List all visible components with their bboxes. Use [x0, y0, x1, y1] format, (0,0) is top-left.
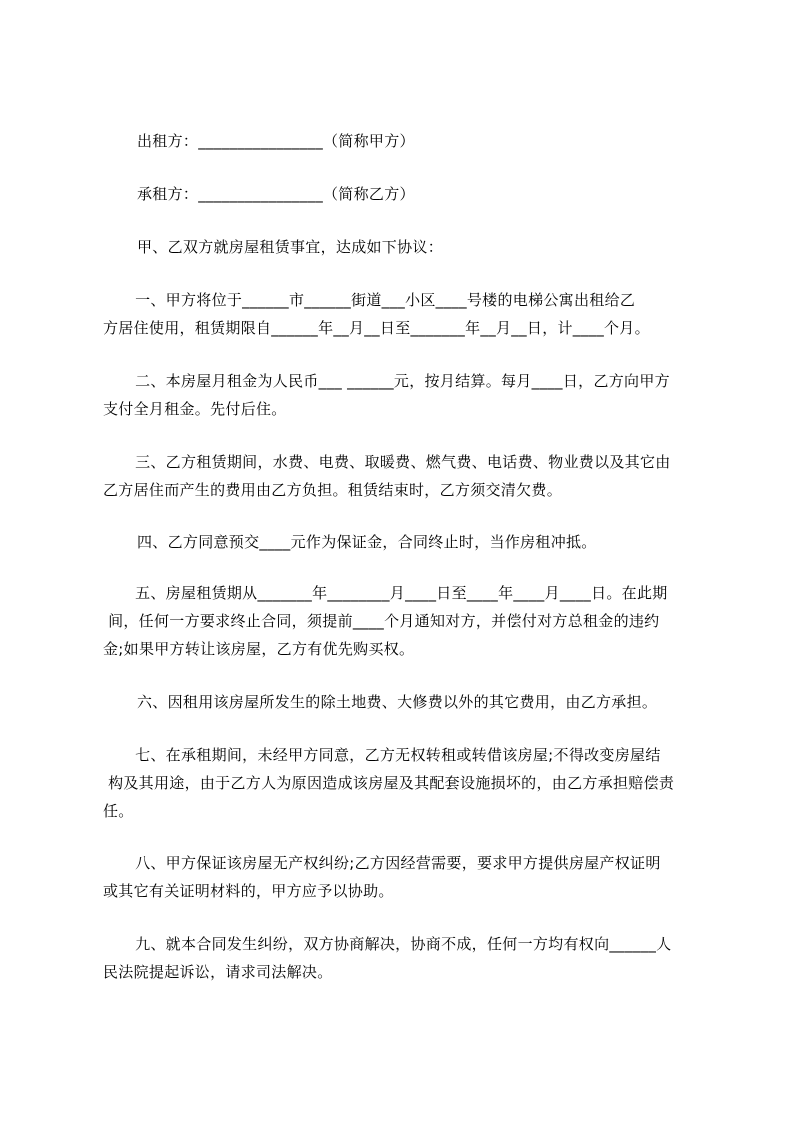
- clause-line: 九、就本合同发生纠纷，双方协商解决，协商不成，任何一方均有权向______人: [130, 935, 672, 953]
- clause-line: 二、本房屋月租金为人民币___ ______元，按月结算。每月____日，乙方向甲方: [130, 372, 670, 390]
- clause-line: 三、乙方租赁期间，水费、电费、取暖费、燃气费、电话费、物业费以及其它由: [130, 453, 671, 471]
- clause-line: 民法院提起诉讼，请求司法解决。: [103, 963, 333, 981]
- intro-line: 甲、乙双方就房屋租赁事宜，达成如下协议：: [137, 238, 444, 256]
- clause-line: 八、甲方保证该房屋无产权纠纷;乙方因经营需要，要求甲方提供房屋产权证明: [130, 854, 661, 872]
- clause-line: 任。: [103, 802, 134, 820]
- clause-line: 乙方居住而产生的费用由乙方负担。租赁结束时，乙方须交清欠费。: [103, 481, 563, 499]
- clause-line: 或其它有关证明材料的，甲方应予以协助。: [103, 882, 394, 900]
- clause-line: 间，任何一方要求终止合同，须提前____个月通知对方，并偿付对方总租金的违约: [103, 612, 660, 630]
- lessee-line: 承租方：________________（简称乙方）: [137, 185, 415, 203]
- clause-line: 七、在承租期间，未经甲方同意，乙方无权转租或转借该房屋;不得改变房屋结: [130, 746, 661, 764]
- clause-line: 金;如果甲方转让该房屋，乙方有优先购买权。: [103, 640, 415, 658]
- lessor-line: 出租方：________________（简称甲方）: [137, 132, 415, 150]
- clause-line: 方居住使用，租赁期限自______年__月__日至_______年__月__日，计____个月。: [103, 319, 650, 337]
- clause-line: 构及其用途，由于乙方人为原因造成该房屋及其配套设施损坏的，由乙方承担赔偿责: [103, 774, 675, 792]
- clause-line: 一、甲方将位于______市______街道___小区____号楼的电梯公寓出租给乙: [130, 291, 636, 309]
- clause-line: 五、房屋租赁期从_______年________月____日至____年____月____日。在此期: [130, 584, 668, 602]
- clause-line: 四、乙方同意预交____元作为保证金，合同终止时，当作房租冲抵。: [137, 533, 597, 551]
- clause-line: 支付全月租金。先付后住。: [103, 400, 287, 418]
- clause-line: 六、因租用该房屋所发生的除土地费、大修费以外的其它费用，由乙方承担。: [137, 693, 658, 711]
